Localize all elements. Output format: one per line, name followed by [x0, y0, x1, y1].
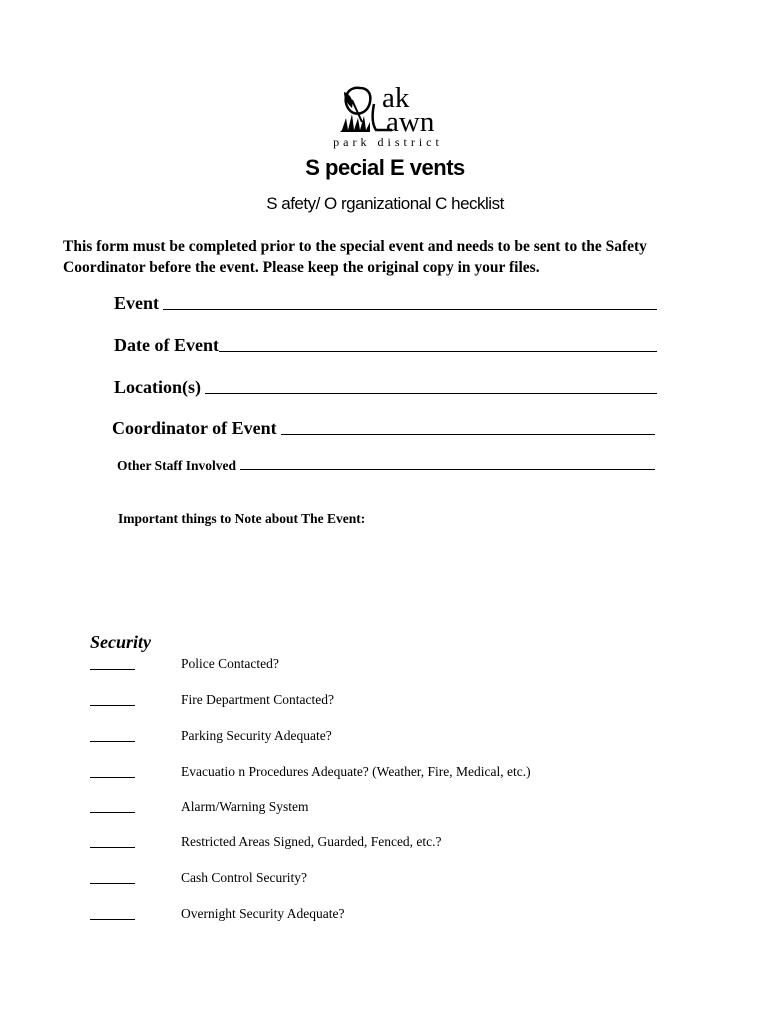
date-label: Date of Event	[114, 335, 219, 355]
checklist-item-label: Fire Department Contacted?	[181, 692, 334, 707]
checklist-item-label: Parking Security Adequate?	[181, 728, 332, 743]
checklist-item	[90, 656, 650, 674]
event-notes-label: Important things to Note about The Event:	[118, 511, 366, 526]
staff-label: Other Staff Involved	[117, 458, 237, 473]
staff-input-line[interactable]	[240, 469, 655, 470]
location-label: Location(s)	[114, 377, 201, 397]
intro-paragraph: This form must be completed prior to the special event and needs to be sent to the Safety Coordinator before the event. Please keep the original copy in your files.	[63, 238, 647, 276]
checklist-item-label: Cash Control Security?	[181, 870, 307, 885]
coordinator-field	[112, 415, 655, 439]
security-heading: Security	[90, 632, 151, 652]
event-label: Event	[114, 293, 159, 313]
logo-word-oak: ak	[382, 82, 410, 114]
checklist-item	[90, 728, 650, 746]
event-input-line[interactable]	[163, 309, 657, 310]
oak-lawn-logo	[322, 78, 454, 152]
event-field	[114, 290, 657, 314]
checklist-item	[90, 692, 650, 710]
checklist-item	[90, 799, 650, 817]
logo-tagline: park district	[333, 135, 443, 149]
page-subtitle: S afety/ O rganizational C hecklist	[266, 194, 504, 213]
checklist-blank[interactable]	[90, 741, 135, 742]
location-input-line[interactable]	[205, 393, 657, 394]
location-field	[114, 374, 657, 398]
date-field	[114, 332, 657, 356]
checklist-blank[interactable]	[90, 777, 135, 778]
coordinator-input-line[interactable]	[281, 434, 655, 435]
coordinator-label: Coordinator of Event	[112, 418, 277, 438]
checklist-item	[90, 906, 650, 924]
checklist-blank[interactable]	[90, 669, 135, 670]
checklist-blank[interactable]	[90, 919, 135, 920]
checklist-blank[interactable]	[90, 883, 135, 884]
checklist-item	[90, 870, 650, 888]
checklist-blank[interactable]	[90, 847, 135, 848]
checklist-item-label: Evacuatio n Procedures Adequate? (Weather, Fire, Medical, etc.)	[181, 764, 531, 779]
checklist-item-label: Restricted Areas Signed, Guarded, Fenced, etc.?	[181, 834, 442, 849]
checklist-item	[90, 834, 650, 852]
checklist-blank[interactable]	[90, 812, 135, 813]
page-title: S pecial E vents	[305, 155, 465, 180]
checklist-item	[90, 764, 650, 782]
checklist-item-label: Police Contacted?	[181, 656, 279, 671]
checklist-blank[interactable]	[90, 705, 135, 706]
date-input-line[interactable]	[219, 351, 657, 352]
logo-word-lawn: awn	[386, 106, 435, 138]
staff-field	[117, 456, 655, 474]
checklist-item-label: Alarm/Warning System	[181, 799, 309, 814]
checklist-item-label: Overnight Security Adequate?	[181, 906, 345, 921]
